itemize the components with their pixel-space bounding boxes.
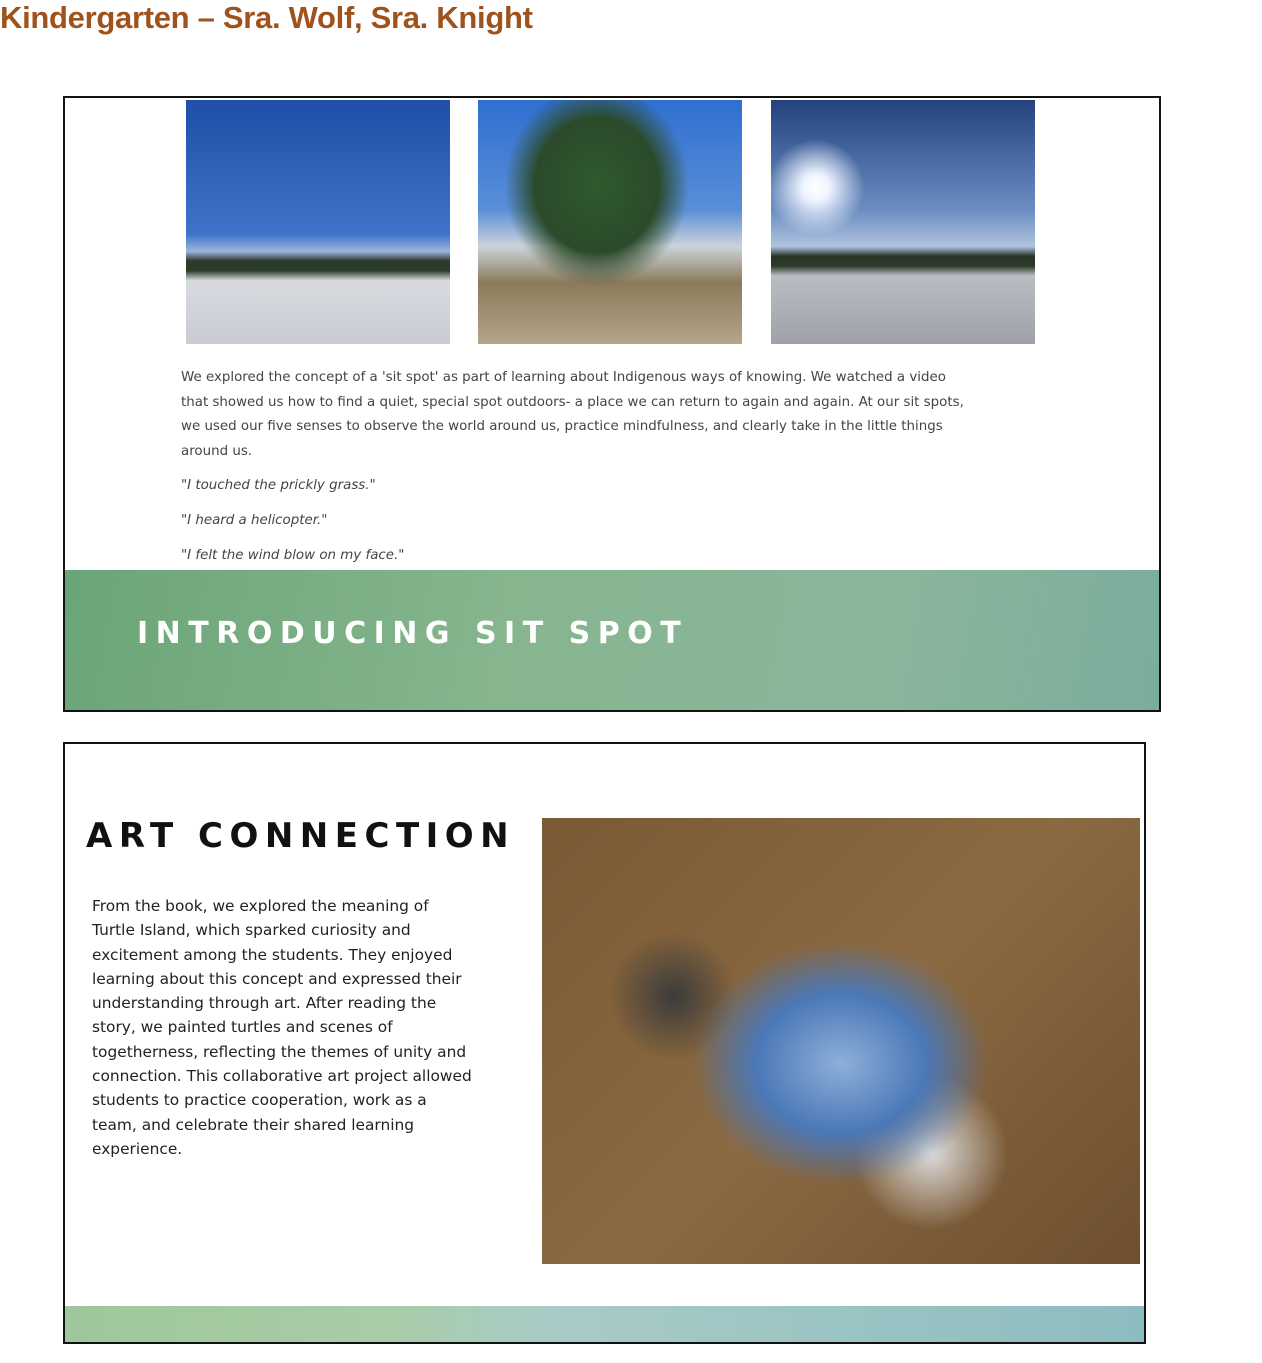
- paragraph-line: that showed us how to find a quiet, special spot outdoors- a place we can return to again and again. At our sit spots,: [181, 394, 964, 410]
- slide-heading: ART CONNECTION: [86, 816, 516, 856]
- footer-band: [65, 1306, 1144, 1342]
- paragraph-line: students to practice cooperation, work as a: [92, 1091, 427, 1110]
- art-connection-slide: [63, 742, 1146, 1344]
- photo-children-painting: [542, 818, 1140, 1264]
- paragraph-line: From the book, we explored the meaning of: [92, 897, 429, 915]
- paragraph-line: We explored the concept of a 'sit spot' as part of learning about Indigenous ways of knowing. We watched a video: [181, 370, 946, 385]
- paragraph-line: understanding through art. After reading the: [92, 994, 437, 1013]
- banner: [65, 570, 1159, 712]
- paragraph-line: learning about this concept and expressed their: [92, 969, 462, 988]
- quote: "I felt the wind blow on my face.": [181, 548, 405, 563]
- paragraph-line: connection. This collaborative art project allowed: [92, 1067, 472, 1086]
- paragraph-line: we used our five senses to observe the world around us, practice mindfulness, and clearly take in the little things: [181, 419, 943, 434]
- photo-sun-field: [771, 100, 1035, 344]
- paragraph-line: togetherness, reflecting the themes of unity and: [92, 1042, 467, 1061]
- paragraph-line: story, we painted turtles and scenes of: [92, 1018, 393, 1037]
- paragraph-line: team, and celebrate their shared learning: [92, 1115, 415, 1134]
- paragraph-line: Turtle Island, which sparked curiosity and: [92, 921, 411, 940]
- quote: "I touched the prickly grass.": [181, 478, 376, 493]
- sit-spot-slide: [63, 96, 1161, 712]
- paragraph-line: experience.: [92, 1139, 183, 1158]
- quote: "I heard a helicopter.": [181, 513, 328, 528]
- sit-spot-paragraph: [181, 366, 1041, 464]
- paragraph-line: excitement among the students. They enjoyed: [92, 945, 453, 964]
- photo-trees-children: [478, 100, 742, 344]
- photo-field-snow: [186, 100, 450, 344]
- page-title: Kindergarten – Sra. Wolf, Sra. Knight: [0, 0, 533, 35]
- banner-title: INTRODUCING SIT SPOT: [137, 616, 689, 651]
- paragraph-line: around us.: [181, 443, 253, 459]
- art-paragraph: [92, 894, 512, 1161]
